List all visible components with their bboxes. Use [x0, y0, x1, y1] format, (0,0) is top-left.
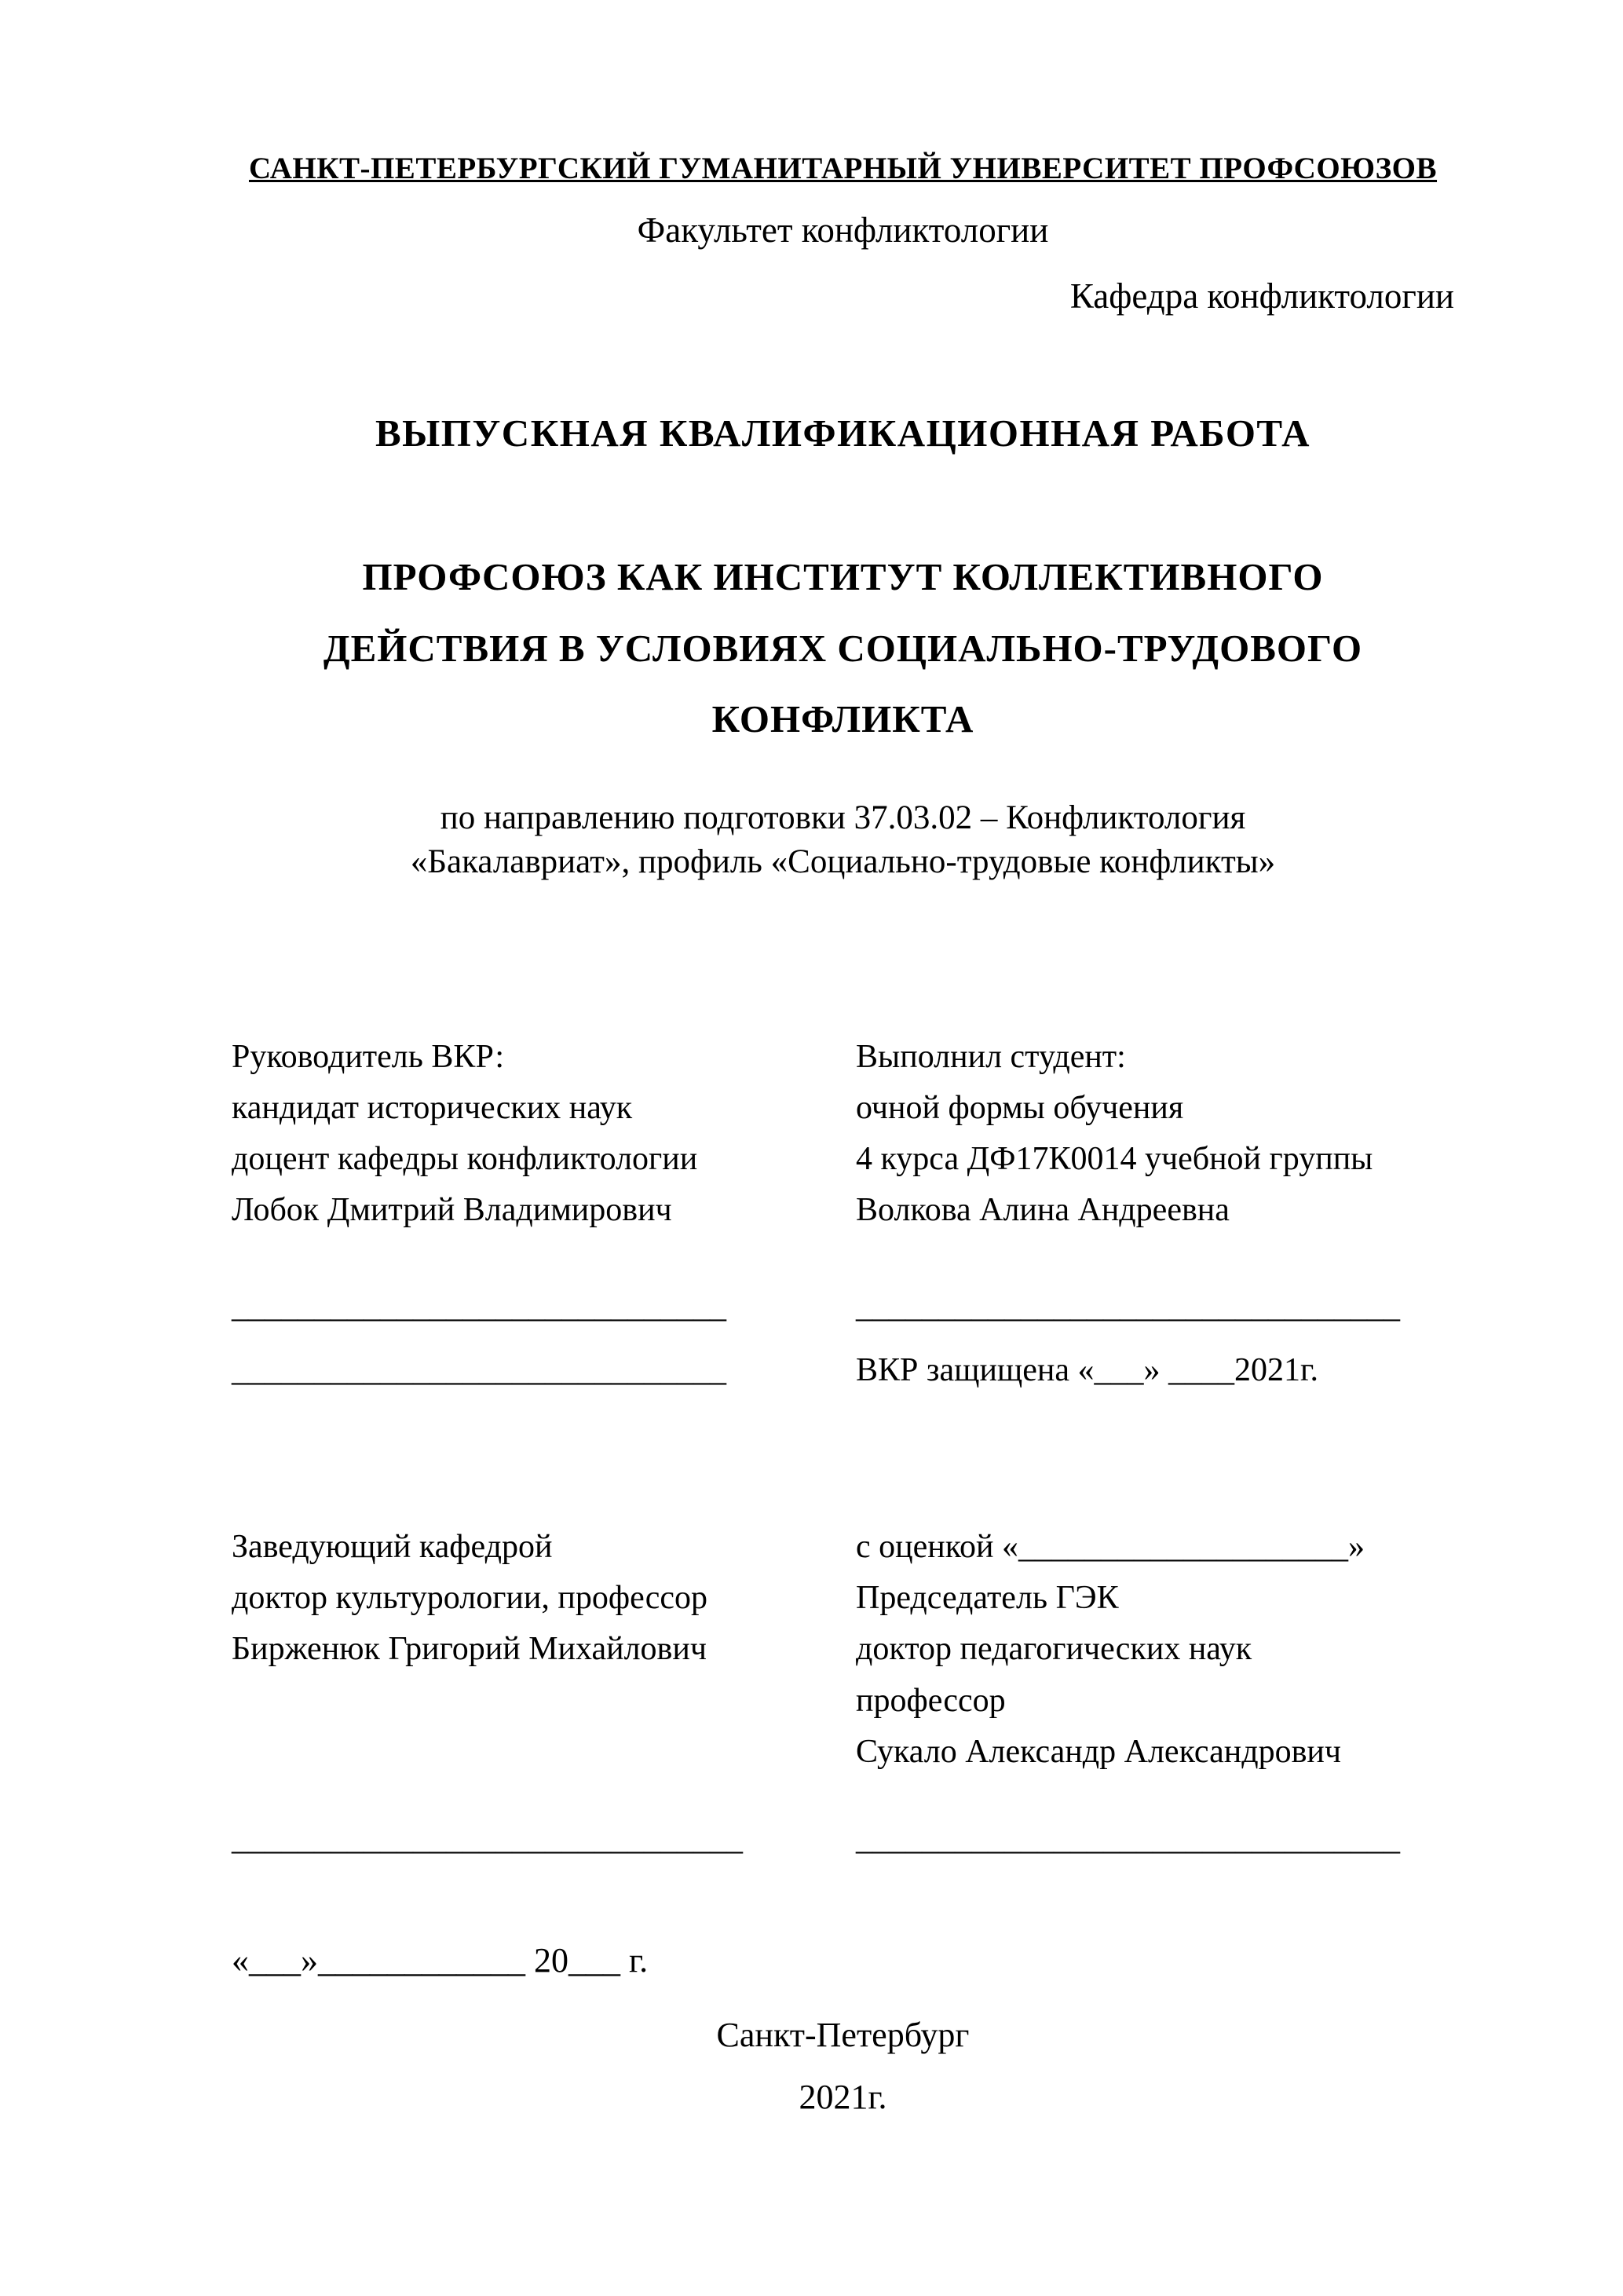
committee-column — [856, 1522, 1454, 1777]
supervisor-signature-line-2: ______________________________ — [232, 1352, 726, 1389]
committee-chair-degree: доктор педагогических наук — [856, 1631, 1252, 1668]
signature-row-1 — [232, 1281, 1454, 1333]
thesis-title-line-3: КОНФЛИКТА — [711, 697, 974, 741]
supervisor-column — [232, 1032, 856, 1236]
signature-row-2 — [232, 1345, 1454, 1396]
committee-chair-signature-line: _________________________________ — [856, 1820, 1400, 1857]
supervisor-name: Лобок Дмитрий Владимирович — [232, 1191, 672, 1228]
work-type-heading: ВЫПУСКНАЯ КВАЛИФИКАЦИОННАЯ РАБОТА — [375, 411, 1311, 455]
student-name: Волкова Алина Андреевна — [856, 1191, 1230, 1228]
committee-chair-position: профессор — [856, 1682, 1006, 1719]
thesis-title-line-2: ДЕЙСТВИЯ В УСЛОВИЯХ СОЦИАЛЬНО-ТРУДОВОГО — [323, 626, 1363, 670]
program-info — [232, 796, 1454, 884]
defense-date-line: ВКР защищена «___» ____2021г. — [856, 1352, 1319, 1389]
program-profile: «Бакалавриат», профиль «Социально-трудовые конфликты» — [410, 843, 1276, 880]
committee-chair-name: Сукало Александр Александрович — [856, 1733, 1342, 1770]
supervisor-role: Руководитель ВКР: — [232, 1038, 505, 1075]
department-head-role: Заведующий кафедрой — [232, 1529, 553, 1566]
faculty-name: Факультет конфликтологии — [637, 210, 1049, 250]
department-head-column — [232, 1522, 856, 1777]
supervisor-student-block — [232, 1032, 1454, 1236]
department-head-degree: доктор культурологии, профессор — [232, 1580, 708, 1617]
city-name: Санкт-Петербург — [716, 2015, 970, 2054]
supervisor-degree: кандидат исторических наук — [232, 1089, 633, 1126]
supervisor-position: доцент кафедры конфликтологии — [232, 1140, 698, 1177]
student-column — [856, 1032, 1454, 1236]
student-signature-line: _________________________________ — [856, 1289, 1400, 1325]
thesis-title-line-1: ПРОФСОЮЗ КАК ИНСТИТУТ КОЛЛЕКТИВНОГО — [362, 555, 1324, 598]
student-form: очной формы обучения — [856, 1089, 1184, 1126]
signature-row-3 — [232, 1814, 1454, 1865]
year-label: 2021г. — [799, 2077, 887, 2116]
committee-chair-label: Председатель ГЭК — [856, 1580, 1119, 1617]
supervisor-signature-line-1: ______________________________ — [232, 1289, 726, 1325]
head-committee-block — [232, 1522, 1454, 1777]
student-group: 4 курса ДФ17К0014 учебной группы — [856, 1140, 1373, 1177]
student-label: Выполнил студент: — [856, 1038, 1126, 1075]
grade-line: с оценкой «____________________» — [856, 1529, 1365, 1566]
thesis-title — [232, 542, 1454, 755]
date-blank-line: «___»____________ 20___ г. — [232, 1940, 649, 1980]
department-head-signature-line: _______________________________ — [232, 1820, 743, 1857]
department-head-name: Бирженюк Григорий Михайлович — [232, 1631, 707, 1668]
department-name: Кафедра конфликтологии — [1069, 276, 1454, 316]
program-direction: по направлению подготовки 37.03.02 – Конфликтология — [440, 799, 1246, 836]
university-name: САНКТ-ПЕТЕРБУРГСКИЙ ГУМАНИТАРНЫЙ УНИВЕРСИТЕТ ПРОФСОЮЗОВ — [248, 152, 1438, 185]
